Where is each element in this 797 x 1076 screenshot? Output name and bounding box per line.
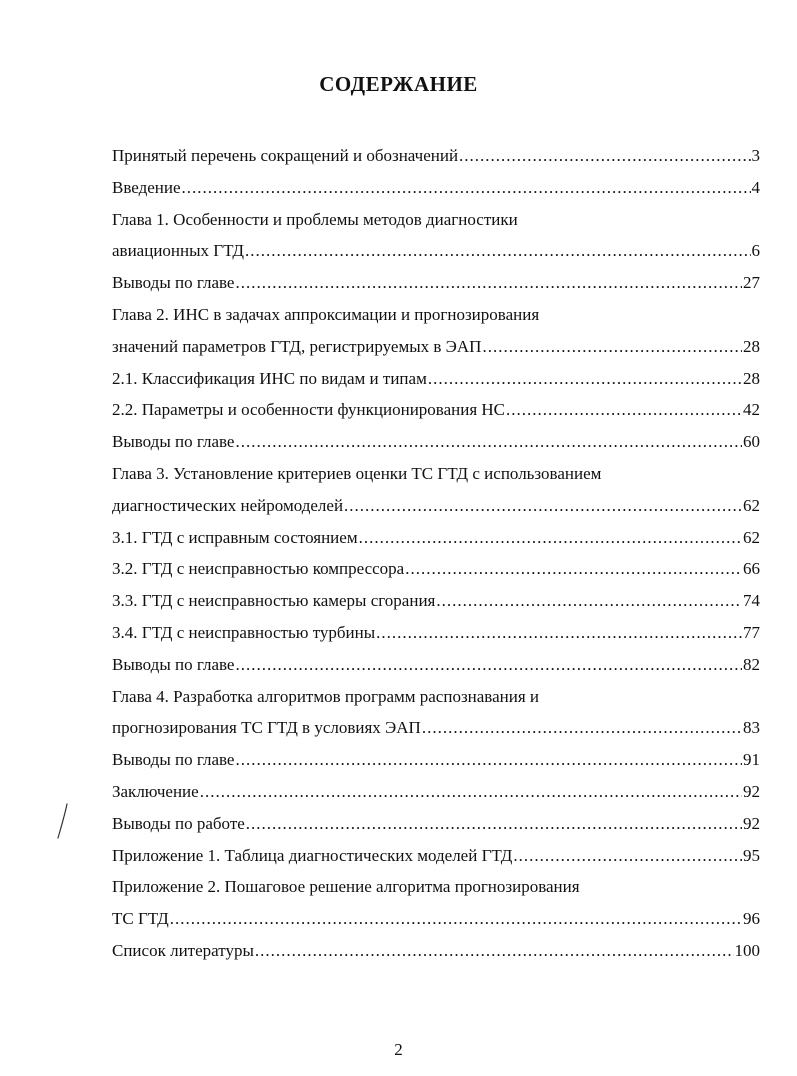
toc-dot-leader: [459, 140, 750, 172]
toc-entry-line: [112, 553, 760, 585]
toc-page-number: 62: [743, 495, 760, 515]
toc-entry-line: [112, 394, 760, 426]
toc-entry-line: [112, 776, 760, 808]
toc-entry-line: [112, 681, 760, 713]
toc-entry-line: [112, 172, 760, 204]
toc-entry-text: Введение: [112, 177, 181, 197]
toc-page-number: 82: [743, 654, 760, 674]
toc-entry: [112, 522, 760, 554]
toc-entry: [112, 744, 760, 776]
toc-page-number: 83: [743, 718, 760, 738]
toc-entry-text: 3.1. ГТД с исправным состоянием: [112, 527, 358, 547]
toc-entry-line: [112, 585, 760, 617]
toc-page-number: 42: [743, 400, 760, 420]
toc-entry-line: [112, 490, 760, 522]
toc-entry-line: [112, 299, 760, 331]
toc-page-number: 77: [743, 622, 760, 642]
toc-dot-leader: [235, 267, 742, 299]
toc-entry-text: прогнозирования ТС ГТД в условиях ЭАП: [112, 718, 421, 738]
toc-dot-leader: [405, 553, 742, 585]
toc-page-number: 96: [743, 909, 760, 929]
page-title: СОДЕРЖАНИЕ: [319, 72, 478, 96]
toc-page-number: 62: [743, 527, 760, 547]
toc-entry-line: [112, 871, 760, 903]
toc-dot-leader: [255, 935, 734, 967]
handwritten-margin-mark: [56, 802, 70, 840]
toc-entry: [112, 808, 760, 840]
toc-entry-line: [112, 426, 760, 458]
toc-entry-text: Выводы по главе: [112, 432, 235, 452]
toc-entry: [112, 840, 760, 872]
toc-entry-text: Приложение 1. Таблица диагностических моделей ГТД: [112, 845, 513, 865]
toc-entry-text: 2.2. Параметры и особенности функционирования НС: [112, 400, 506, 420]
toc-entry: [112, 172, 760, 204]
toc-dot-leader: [428, 363, 742, 395]
toc-entry-text: Заключение: [112, 781, 199, 801]
toc-dot-leader: [235, 649, 742, 681]
toc-page-number: 92: [743, 781, 760, 801]
toc-entry: [112, 649, 760, 681]
toc-page-number: 27: [743, 273, 760, 293]
toc-entry-line: [112, 331, 760, 363]
toc-dot-leader: [482, 331, 742, 363]
toc-entry-line: [112, 522, 760, 554]
toc-page-number: 6: [751, 241, 760, 261]
toc-dot-leader: [235, 744, 742, 776]
toc-entry-line: [112, 458, 760, 490]
toc-entry-text: Принятый перечень сокращений и обозначений: [112, 146, 459, 165]
toc-entry: [112, 712, 760, 744]
toc-page-number: 95: [743, 845, 760, 865]
toc-entry: [112, 363, 760, 395]
toc-dot-leader: [513, 840, 742, 872]
toc-dot-leader: [376, 617, 742, 649]
toc-dot-leader: [246, 808, 742, 840]
toc-entry: [112, 267, 760, 299]
toc-page-number: 60: [743, 432, 760, 452]
toc-entry-line: [112, 204, 760, 236]
toc-entry: [112, 235, 760, 267]
toc-entry-line: [112, 903, 760, 935]
toc-entry-text: 3.2. ГТД с неисправностью компрессора: [112, 559, 405, 579]
toc-entry-line: [112, 744, 760, 776]
toc-entry-text: Глава 3. Установление критериев оценки ТС ГТД с использованием: [112, 463, 602, 483]
toc-page-number: 74: [743, 591, 760, 611]
toc-entry: [112, 331, 760, 363]
toc-dot-leader: [245, 235, 750, 267]
toc-dot-leader: [436, 585, 742, 617]
toc-entry-line: [112, 935, 760, 967]
toc-entry: [112, 585, 760, 617]
toc-entry-text: Выводы по главе: [112, 750, 235, 770]
toc-page-number: 92: [743, 813, 760, 833]
toc-dot-leader: [182, 172, 751, 204]
toc-entry-line: [112, 712, 760, 744]
toc-entry: [112, 935, 760, 967]
toc-page-number: 66: [743, 559, 760, 579]
toc-entry-text: Выводы по главе: [112, 654, 235, 674]
toc-entry-line: [112, 267, 760, 299]
toc-entry-text: Приложение 2. Пошаговое решение алгоритма прогнозирования: [112, 877, 580, 897]
toc-entry-text: 3.3. ГТД с неисправностью камеры сгорания: [112, 591, 436, 611]
toc-entry-text: Глава 2. ИНС в задачах аппроксимации и прогнозирования: [112, 304, 540, 324]
toc-dot-leader: [344, 490, 742, 522]
toc-entry-text: 3.4. ГТД с неисправностью турбины: [112, 622, 376, 642]
toc-dot-leader: [422, 712, 742, 744]
toc-entry: [112, 458, 760, 490]
toc-entry: [112, 140, 760, 172]
toc-entry-line: [112, 808, 760, 840]
toc-entry: [112, 553, 760, 585]
toc-entry-text: Глава 4. Разработка алгоритмов программ распознавания и: [112, 686, 540, 706]
toc-dot-leader: [170, 903, 742, 935]
toc-dot-leader: [359, 522, 742, 554]
toc-entry: [112, 903, 760, 935]
toc-entry-line: [112, 235, 760, 267]
toc-entry-text: Список литературы: [112, 940, 254, 960]
toc-entry: [112, 617, 760, 649]
toc-dot-leader: [235, 426, 742, 458]
toc-entry: [112, 490, 760, 522]
toc-entry: [112, 681, 760, 713]
table-of-contents: [112, 140, 760, 967]
page-number: 2: [394, 1040, 403, 1059]
toc-entry-line: [112, 363, 760, 395]
toc-page-number: 4: [751, 177, 760, 197]
toc-page-number: 28: [743, 368, 760, 388]
toc-entry-text: Выводы по главе: [112, 273, 235, 293]
toc-entry-text: авиационных ГТД: [112, 241, 245, 261]
toc-entry-line: [112, 840, 760, 872]
toc-entry-line: [112, 649, 760, 681]
toc-entry-line: [112, 140, 760, 172]
toc-entry-text: ТС ГТД: [112, 909, 169, 929]
toc-entry-text: Выводы по работе: [112, 813, 245, 833]
toc-entry-text: Глава 1. Особенности и проблемы методов диагностики: [112, 209, 518, 229]
toc-page-number: 91: [743, 750, 760, 770]
toc-page-number: 28: [743, 336, 760, 356]
toc-entry: [112, 871, 760, 903]
toc-entry-text: 2.1. Классификация ИНС по видам и типам: [112, 368, 427, 388]
toc-entry-text: значений параметров ГТД, регистрируемых в ЭАП: [112, 336, 482, 356]
toc-entry: [112, 204, 760, 236]
toc-entry: [112, 394, 760, 426]
toc-entry: [112, 426, 760, 458]
toc-dot-leader: [506, 394, 742, 426]
toc-entry: [112, 776, 760, 808]
toc-page-number: 3: [751, 146, 760, 165]
toc-entry-line: [112, 617, 760, 649]
toc-entry: [112, 299, 760, 331]
toc-dot-leader: [200, 776, 742, 808]
toc-entry-text: диагностических нейромоделей: [112, 495, 344, 515]
toc-page-number: 100: [734, 940, 760, 960]
